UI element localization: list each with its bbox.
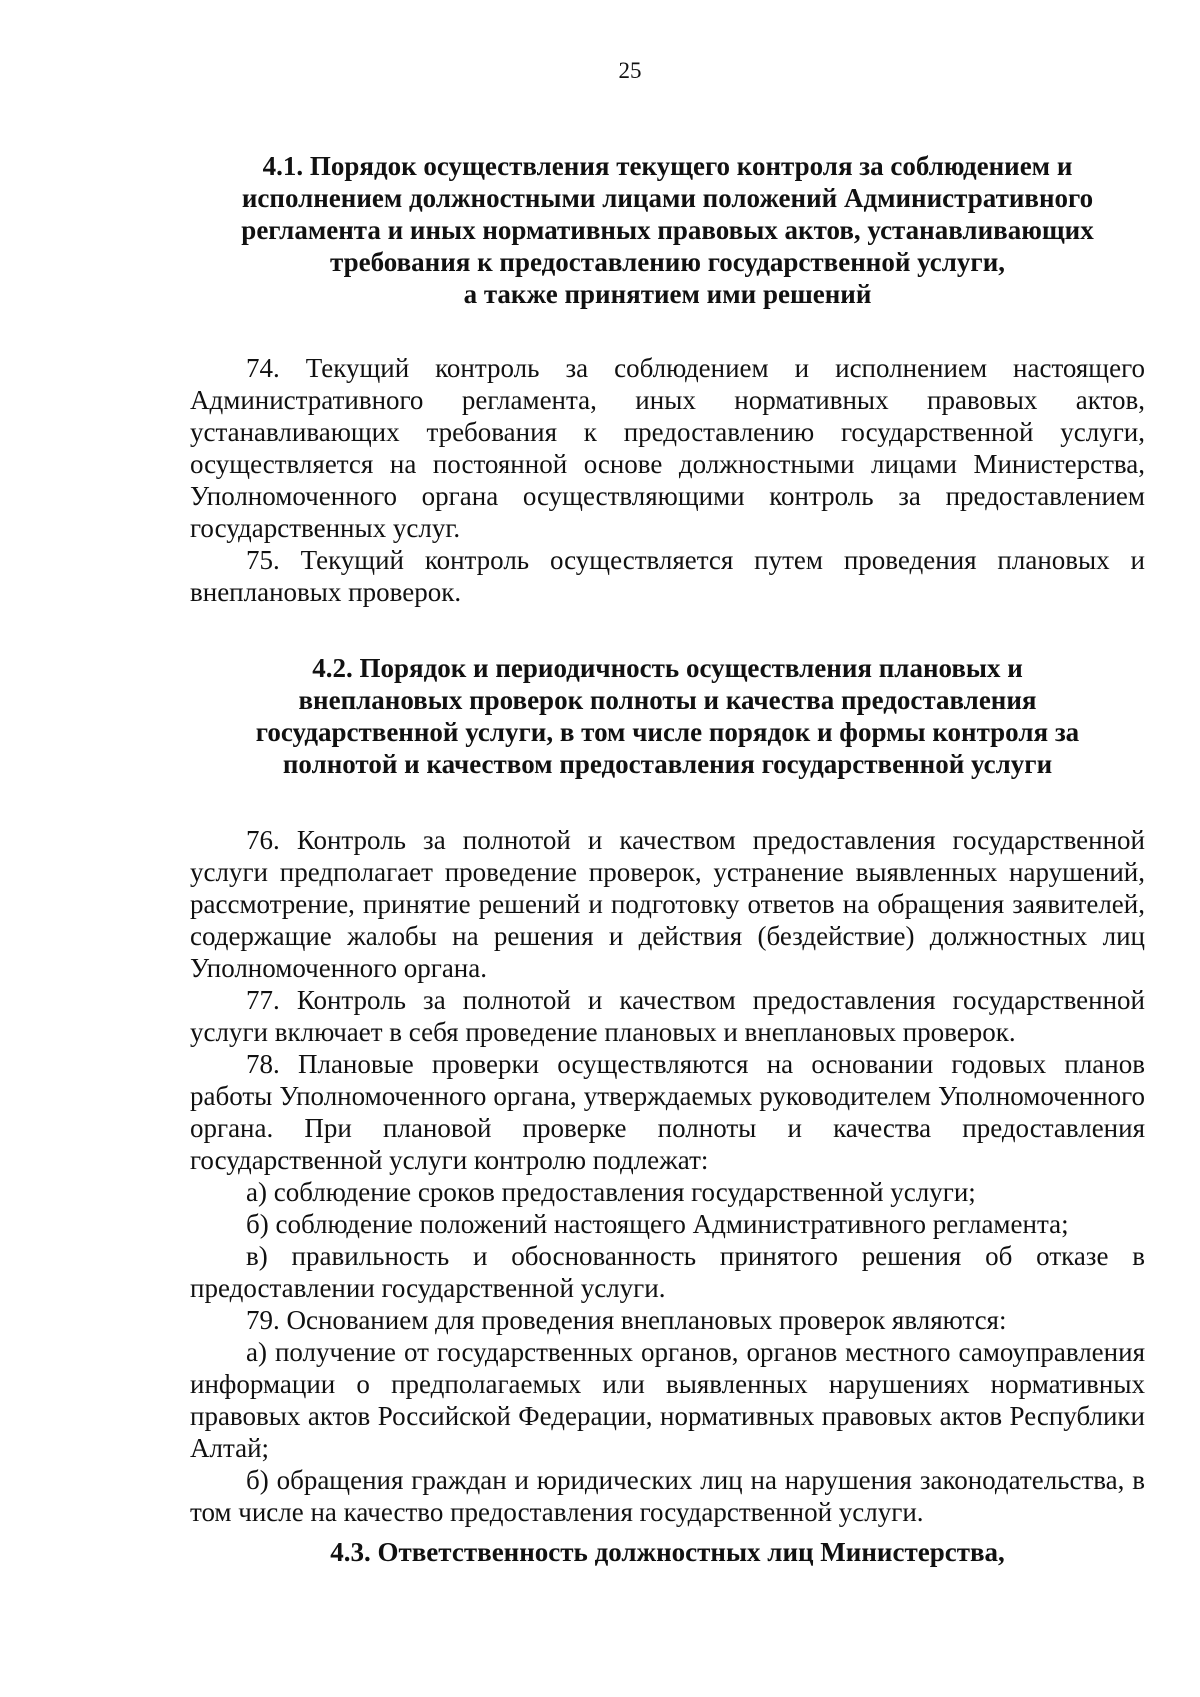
heading-line: 4.2. Порядок и периодичность осуществления плановых и: [312, 653, 1023, 683]
heading-line: полнотой и качеством предоставления государственной услуги: [282, 749, 1053, 779]
heading-line: государственной услуги, в том числе порядок и формы контроля за: [255, 717, 1080, 747]
heading-line: 4.3. Ответственность должностных лиц Министерства,: [330, 1537, 1005, 1567]
paragraph-78-b: б) соблюдение положений настоящего Административного регламента;: [246, 1209, 1069, 1239]
heading-line: требования к предоставлению государственной услуги,: [330, 247, 1005, 277]
paragraph-78-a: а) соблюдение сроков предоставления государственной услуги;: [246, 1177, 976, 1207]
paragraph-79-a: а) получение от государственных органов, органов местного самоуправления информации о предполагаемых или выявленных нарушениях нормативных правовых актов Российской Федерации, нормативных правовых актов Республики Алтай;: [190, 1337, 1145, 1463]
document-body: [190, 150, 1145, 1568]
section-heading-4-1: [190, 150, 1145, 310]
heading-line: исполнением должностными лицами положений Административного: [241, 183, 1094, 213]
heading-line: а также принятием ими решений: [463, 279, 872, 309]
section-heading-4-3: [190, 1536, 1145, 1568]
paragraph-79: 79. Основанием для проведения внеплановых проверок являются:: [246, 1305, 1007, 1335]
heading-line: внеплановых проверок полноты и качества предоставления: [298, 685, 1037, 715]
paragraph-76: 76. Контроль за полнотой и качеством предоставления государственной услуги предполагает проведение проверок, устранение выявленных нарушений, рассмотрение, принятие решений и подготовку ответов на обращения заявителей, содержащие жалобы на решения и действия (бездействие) должностных лиц Уполномоченного органа.: [190, 825, 1145, 983]
paragraph-74: 74. Текущий контроль за соблюдением и исполнением настоящего Административного регламента, иных нормативных правовых актов, устанавливающих требования к предоставлению государственной услуги, осуществляется на постоянной основе должностными лицами Министерства, Уполномоченного органа осуществляющими контроль за предоставлением государственных услуг.: [190, 353, 1145, 543]
paragraph-78-v: в) правильность и обоснованность принятого решения об отказе в предоставлении государственной услуги.: [190, 1241, 1145, 1303]
paragraph-79-b: б) обращения граждан и юридических лиц на нарушения законодательства, в том числе на качество предоставления государственной услуги.: [190, 1465, 1145, 1527]
heading-line: 4.1. Порядок осуществления текущего контроля за соблюдением и: [262, 151, 1073, 181]
page-number: 25: [618, 58, 642, 83]
section-heading-4-2: [190, 652, 1145, 780]
paragraph-75: 75. Текущий контроль осуществляется путем проведения плановых и внеплановых проверок.: [190, 545, 1145, 607]
heading-line: регламента и иных нормативных правовых актов, устанавливающих: [241, 215, 1094, 245]
paragraph-77: 77. Контроль за полнотой и качеством предоставления государственной услуги включает в себя проведение плановых и внеплановых проверок.: [190, 985, 1145, 1047]
paragraph-78: 78. Плановые проверки осуществляются на основании годовых планов работы Уполномоченного органа, утверждаемых руководителем Уполномоченного органа. При плановой проверке полноты и качества предоставления государственной услуги контролю подлежат:: [190, 1049, 1145, 1175]
